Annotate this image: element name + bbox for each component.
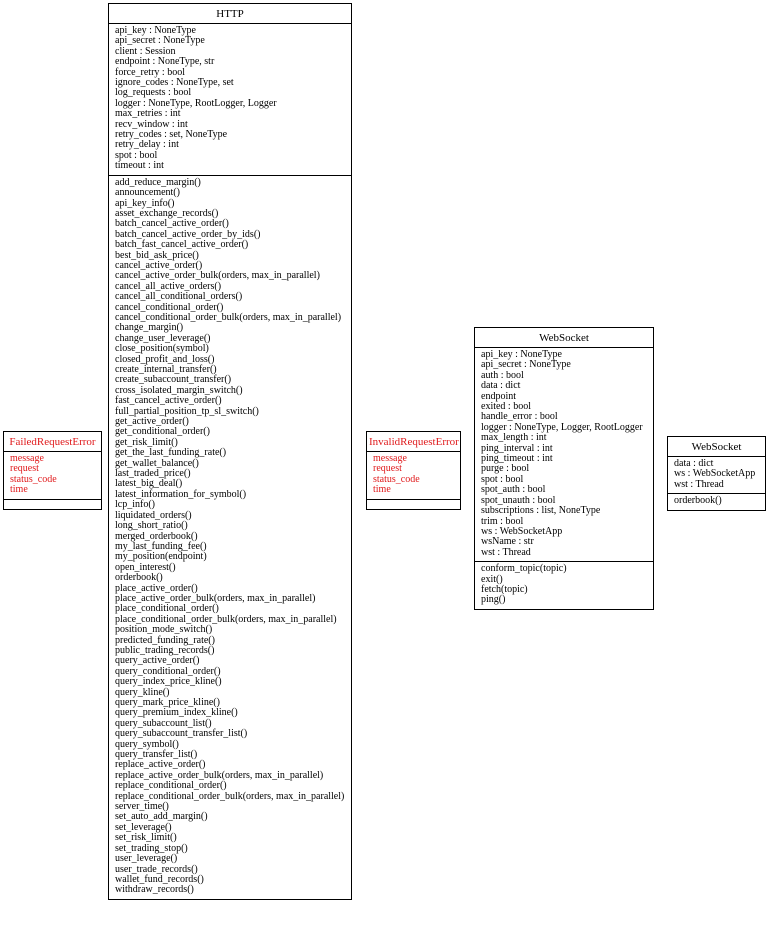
attribute-entry: api_key : NoneType <box>115 25 196 36</box>
attribute-entry: trim : bool <box>481 515 524 527</box>
method-entry: get_risk_limit() <box>115 436 178 448</box>
attribute-entry: max_length : int <box>481 432 547 444</box>
attribute-entry: status_code <box>10 473 57 485</box>
attribute-entry: log_requests : bool <box>115 87 192 99</box>
attribute-entry: recv_window : int <box>115 118 188 130</box>
class-box-websocket-secondary <box>667 436 766 511</box>
method-entry: query_transfer_list() <box>115 749 198 761</box>
method-entry: set_risk_limit() <box>115 832 177 844</box>
method-entry: open_interest() <box>115 561 176 573</box>
attribute-list <box>109 24 351 175</box>
method-entry: orderbook() <box>674 495 722 507</box>
method-entry: position_mode_switch() <box>115 624 213 636</box>
attribute-entry: status_code <box>373 473 420 485</box>
method-entry: set_trading_stop() <box>115 842 188 854</box>
class-name: WebSocket <box>668 437 765 457</box>
method-entry: set_leverage() <box>115 821 172 833</box>
method-entry: place_active_order_bulk(orders, max_in_parallel) <box>115 592 316 604</box>
attribute-entry: spot_unauth : bool <box>481 494 556 506</box>
attribute-list <box>668 457 765 493</box>
method-entry: public_trading_records() <box>115 644 215 656</box>
method-entry: server_time() <box>115 801 169 813</box>
attribute-entry: request <box>373 463 402 475</box>
method-entry: query_kline() <box>115 686 170 698</box>
attribute-entry: ping_interval : int <box>481 442 553 454</box>
attribute-entry: data : dict <box>481 380 521 392</box>
class-name: WebSocket <box>475 328 653 348</box>
method-entry: change_user_leverage() <box>115 332 211 344</box>
method-entry: add_reduce_margin() <box>115 176 201 188</box>
method-entry: get_active_order() <box>115 416 189 428</box>
class-box-websocket <box>474 327 654 610</box>
method-entry: place_active_order() <box>115 582 198 594</box>
method-entry: merged_orderbook() <box>115 530 198 542</box>
attribute-entry: spot_auth : bool <box>481 484 546 496</box>
method-entry: asset_exchange_records() <box>115 207 219 219</box>
method-entry: query_subaccount_transfer_list() <box>115 728 248 740</box>
method-entry: fetch(topic) <box>481 583 528 595</box>
method-entry: withdraw_records() <box>115 884 194 896</box>
attribute-entry: logger : NoneType, RootLogger, Logger <box>115 97 277 109</box>
attribute-entry: endpoint : NoneType, str <box>115 56 215 68</box>
method-entry: user_leverage() <box>115 853 178 865</box>
attribute-entry: wsName : str <box>481 536 534 548</box>
method-entry: cancel_conditional_order() <box>115 301 224 313</box>
method-entry: cancel_conditional_order_bulk(orders, max_in_parallel) <box>115 311 342 323</box>
attribute-entry: logger : NoneType, Logger, RootLogger <box>481 421 643 433</box>
class-box-failed-request-error <box>3 431 102 510</box>
method-entry: ping() <box>481 594 506 606</box>
method-entry: cancel_active_order_bulk(orders, max_in_parallel) <box>115 270 320 282</box>
attribute-list <box>4 452 101 499</box>
method-entry: query_active_order() <box>115 655 200 667</box>
method-entry: full_partial_position_tp_sl_switch() <box>115 405 259 417</box>
attribute-entry: ignore_codes : NoneType, set <box>115 77 234 89</box>
method-list-empty <box>367 499 460 509</box>
attribute-entry: time <box>10 484 28 496</box>
method-list <box>475 561 653 609</box>
method-list-empty <box>4 499 101 509</box>
attribute-entry: endpoint <box>481 390 516 402</box>
attribute-entry: retry_delay : int <box>115 139 179 151</box>
method-entry: batch_cancel_active_order_by_ids() <box>115 228 261 240</box>
method-entry: replace_conditional_order_bulk(orders, max_in_parallel) <box>115 790 345 802</box>
attribute-entry: auth : bool <box>481 369 524 381</box>
class-box-invalid-request-error <box>366 431 461 510</box>
method-entry: create_subaccount_transfer() <box>115 374 232 386</box>
attribute-entry: client : Session <box>115 45 176 57</box>
method-entry: query_symbol() <box>115 738 179 750</box>
attribute-entry: api_secret : NoneType <box>481 359 571 371</box>
method-entry: get_the_last_funding_rate() <box>115 447 227 459</box>
attribute-entry: retry_codes : set, NoneType <box>115 129 228 141</box>
attribute-entry: wst : Thread <box>674 478 724 490</box>
method-entry: cancel_all_active_orders() <box>115 280 222 292</box>
attribute-list <box>475 348 653 561</box>
method-entry: set_auto_add_margin() <box>115 811 208 823</box>
attribute-entry: handle_error : bool <box>481 411 558 423</box>
method-list <box>668 493 765 509</box>
method-entry: last_traded_price() <box>115 468 191 480</box>
attribute-entry: api_secret : NoneType <box>115 35 205 47</box>
method-entry: long_short_ratio() <box>115 520 188 532</box>
attribute-entry: exited : bool <box>481 401 531 413</box>
method-entry: lcp_info() <box>115 499 155 511</box>
method-entry: exit() <box>481 573 503 585</box>
method-entry: cancel_active_order() <box>115 259 203 271</box>
method-entry: create_internal_transfer() <box>115 364 217 375</box>
method-entry: my_position(endpoint) <box>115 551 207 563</box>
attribute-entry: subscriptions : list, NoneType <box>481 505 601 517</box>
class-name: InvalidRequestError <box>367 432 460 452</box>
method-entry: conform_topic(topic) <box>481 563 567 575</box>
method-entry: cancel_all_conditional_orders() <box>115 291 243 303</box>
method-entry: fast_cancel_active_order() <box>115 395 222 407</box>
method-entry: user_trade_records() <box>115 863 198 875</box>
method-entry: place_conditional_order() <box>115 603 219 615</box>
method-entry: query_subaccount_list() <box>115 717 212 729</box>
method-entry: announcement() <box>115 187 180 199</box>
attribute-entry: wst : Thread <box>481 546 531 558</box>
method-entry: close_position(symbol) <box>115 343 209 355</box>
method-entry: batch_cancel_active_order() <box>115 218 229 230</box>
method-entry: my_last_funding_fee() <box>115 540 207 552</box>
method-entry: latest_big_deal() <box>115 478 183 490</box>
attribute-entry: api_key : NoneType <box>481 349 562 360</box>
attribute-list <box>367 452 460 499</box>
attribute-entry: data : dict <box>674 458 714 469</box>
method-entry: change_margin() <box>115 322 184 334</box>
method-entry: latest_information_for_symbol() <box>115 488 247 500</box>
attribute-entry: ws : WebSocketApp <box>674 468 756 480</box>
method-entry: best_bid_ask_price() <box>115 249 199 261</box>
method-entry: query_index_price_kline() <box>115 676 222 688</box>
attribute-entry: purge : bool <box>481 463 530 475</box>
method-entry: liquidated_orders() <box>115 509 192 521</box>
method-entry: query_mark_price_kline() <box>115 697 220 708</box>
method-entry: closed_profit_and_loss() <box>115 353 215 365</box>
method-entry: predicted_funding_rate() <box>115 634 215 646</box>
attribute-entry: spot : bool <box>115 149 158 161</box>
method-entry: batch_fast_cancel_active_order() <box>115 239 249 251</box>
method-entry: api_key_info() <box>115 197 175 209</box>
method-entry: get_conditional_order() <box>115 426 210 438</box>
method-entry: query_premium_index_kline() <box>115 707 238 719</box>
method-entry: wallet_fund_records() <box>115 873 204 885</box>
method-entry: place_conditional_order_bulk(orders, max_in_parallel) <box>115 613 337 625</box>
attribute-entry: ws : WebSocketApp <box>481 525 563 537</box>
attribute-entry: request <box>10 463 39 475</box>
attribute-entry: message <box>373 453 407 464</box>
class-name: HTTP <box>109 4 351 24</box>
attribute-entry: message <box>10 453 44 464</box>
method-entry: replace_conditional_order() <box>115 780 227 792</box>
method-list <box>109 175 351 899</box>
attribute-entry: time <box>373 484 391 496</box>
class-box-http <box>108 3 352 900</box>
class-name: FailedRequestError <box>4 432 101 452</box>
method-entry: query_conditional_order() <box>115 665 221 677</box>
attribute-entry: timeout : int <box>115 160 164 172</box>
method-entry: get_wallet_balance() <box>115 457 199 469</box>
method-entry: replace_active_order_bulk(orders, max_in_parallel) <box>115 769 324 781</box>
method-entry: cross_isolated_margin_switch() <box>115 384 243 396</box>
method-entry: orderbook() <box>115 572 163 584</box>
method-entry: replace_active_order() <box>115 759 206 771</box>
attribute-entry: force_retry : bool <box>115 66 185 78</box>
attribute-entry: ping_timeout : int <box>481 453 553 465</box>
attribute-entry: max_retries : int <box>115 108 181 120</box>
attribute-entry: spot : bool <box>481 473 524 485</box>
